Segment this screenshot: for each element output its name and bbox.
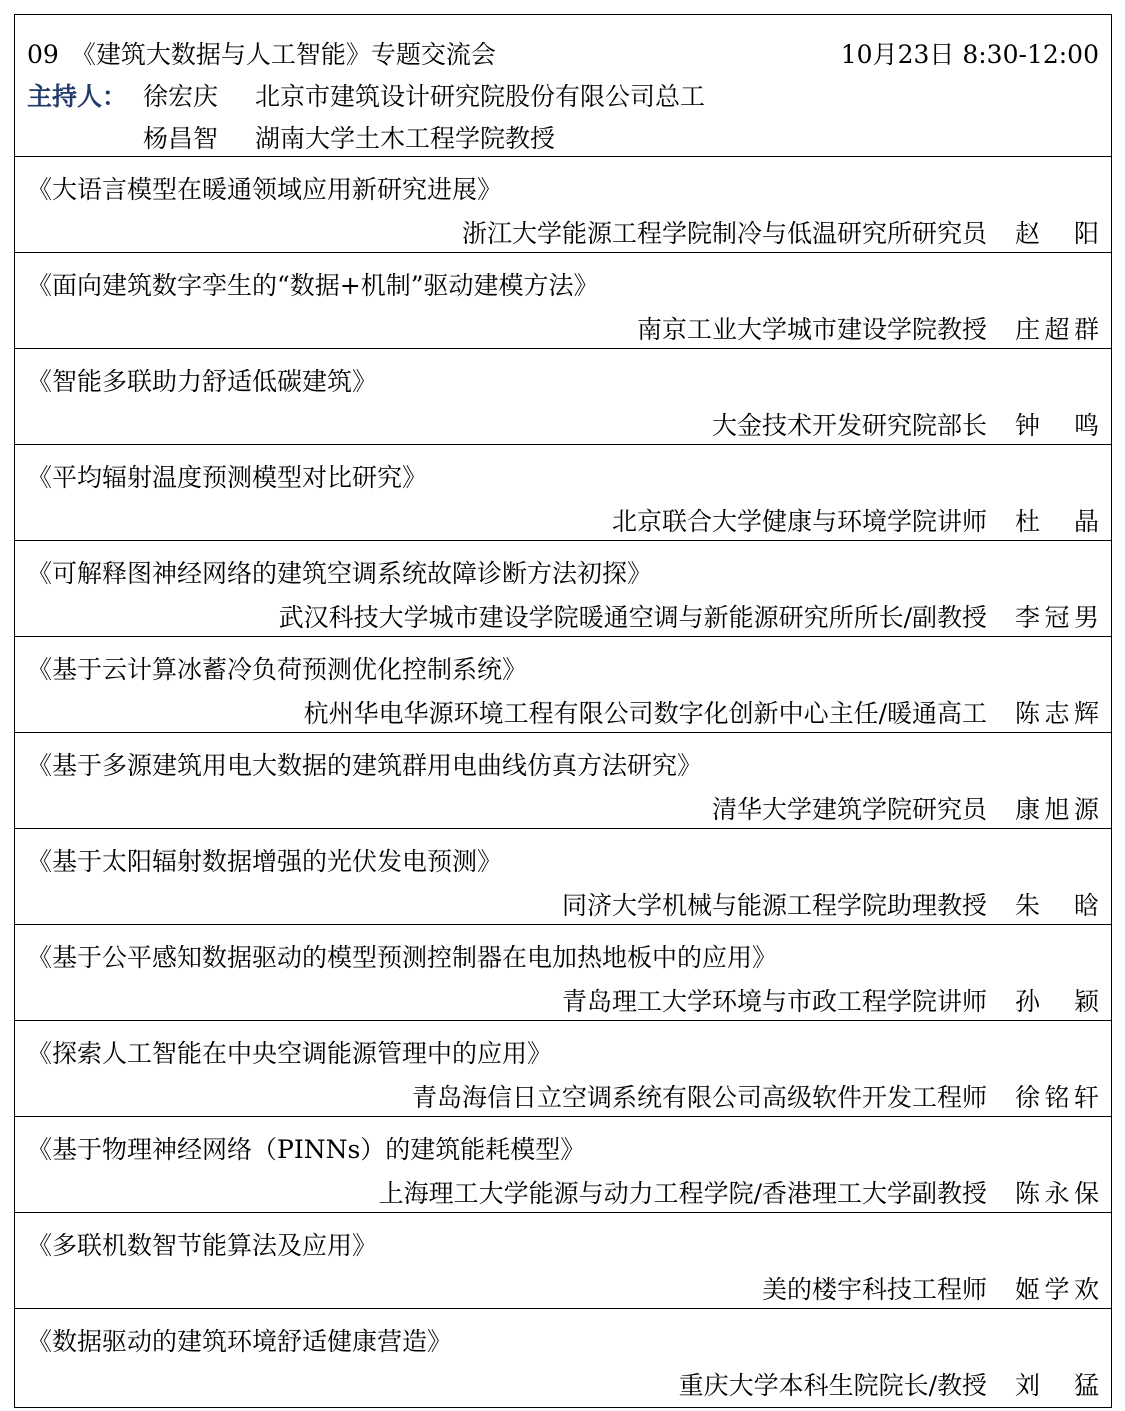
- talk-title: 《基于云计算冰蓄冷负荷预测优化控制系统》: [27, 655, 528, 684]
- host-line: [27, 119, 555, 153]
- speaker-name: 赵 阳: [1015, 219, 1099, 248]
- speaker-affiliation: 浙江大学能源工程学院制冷与低温研究所研究员: [461, 219, 987, 248]
- speaker-name: 庄超群: [1015, 315, 1099, 344]
- talk-row: [15, 541, 1111, 637]
- talk-row: [15, 829, 1111, 925]
- talk-title: 《基于太阳辐射数据增强的光伏发电预测》: [27, 847, 503, 876]
- talk-title: 《多联机数智节能算法及应用》: [27, 1231, 378, 1260]
- talk-title: 《面向建筑数字孪生的“数据+机制”驱动建模方法》: [27, 271, 599, 300]
- speaker-affiliation: 同济大学机械与能源工程学院助理教授: [561, 891, 987, 920]
- host-name: 杨昌智: [143, 124, 219, 153]
- speaker-affiliation: 南京工业大学城市建设学院教授: [636, 315, 987, 344]
- speaker-affiliation: 美的楼宇科技工程师: [761, 1275, 987, 1304]
- speaker-affiliation: 清华大学建筑学院研究员: [711, 795, 987, 824]
- speaker-affiliation: 杭州华电华源环境工程有限公司数字化创新中心主任/暖通高工: [303, 699, 987, 728]
- speaker-affiliation: 大金技术开发研究院部长: [711, 411, 987, 440]
- talk-row: [15, 1213, 1111, 1309]
- speaker-name: 钟 鸣: [1015, 411, 1099, 440]
- speaker-name: 康旭源: [1015, 795, 1099, 824]
- host-name: 徐宏庆: [143, 82, 219, 111]
- host-line: [27, 77, 705, 111]
- talk-speaker-line: [412, 1078, 1099, 1114]
- talk-row: [15, 349, 1111, 445]
- talk-row: [15, 1021, 1111, 1117]
- speaker-affiliation: 武汉科技大学城市建设学院暖通空调与新能源研究所所长/副教授: [278, 603, 987, 632]
- talk-speaker-line: [712, 406, 1099, 442]
- talk-speaker-line: [562, 982, 1099, 1018]
- speaker-name: 朱 晗: [1015, 891, 1099, 920]
- program-table: [14, 14, 1112, 1408]
- talk-row: [15, 1309, 1111, 1407]
- host-label: 主持人：: [27, 82, 128, 111]
- talk-speaker-line: [612, 502, 1099, 538]
- talk-speaker-line: [762, 1270, 1099, 1306]
- speaker-affiliation: 上海理工大学能源与动力工程学院/香港理工大学副教授: [378, 1179, 987, 1208]
- speaker-name: 孙 颖: [1015, 987, 1099, 1016]
- speaker-affiliation: 北京联合大学健康与环境学院讲师: [611, 507, 987, 536]
- speaker-name: 刘 猛: [1015, 1371, 1099, 1400]
- session-title: 《建筑大数据与人工智能》专题交流会: [70, 40, 496, 69]
- talk-speaker-line: [712, 790, 1099, 826]
- speaker-name: 李冠男: [1015, 603, 1099, 632]
- talk-row: [15, 253, 1111, 349]
- speaker-name: 徐铭轩: [1015, 1083, 1099, 1112]
- talk-title: 《基于多源建筑用电大数据的建筑群用电曲线仿真方法研究》: [27, 751, 703, 780]
- talk-row: [15, 445, 1111, 541]
- talk-row: [15, 733, 1111, 829]
- talk-row: [15, 637, 1111, 733]
- speaker-name: 陈志辉: [1015, 699, 1099, 728]
- talk-title: 《可解释图神经网络的建筑空调系统故障诊断方法初探》: [27, 559, 653, 588]
- talk-row: [15, 1117, 1111, 1213]
- talk-title: 《平均辐射温度预测模型对比研究》: [27, 463, 428, 492]
- talk-speaker-line: [637, 310, 1099, 346]
- talk-row: [15, 157, 1111, 253]
- talk-title: 《数据驱动的建筑环境舒适健康营造》: [27, 1327, 453, 1356]
- talk-speaker-line: [379, 1174, 1099, 1210]
- speaker-affiliation: 青岛理工大学环境与市政工程学院讲师: [561, 987, 987, 1016]
- talk-speaker-line: [279, 598, 1099, 634]
- talk-speaker-line: [679, 1366, 1099, 1402]
- host-affiliation: 湖南大学土木工程学院教授: [255, 124, 556, 153]
- session-time: 10月23日 8:30-12:00: [840, 40, 1099, 69]
- talk-speaker-line: [304, 694, 1099, 730]
- talk-title: 《基于物理神经网络（PINNs）的建筑能耗模型》: [27, 1135, 586, 1164]
- speaker-affiliation: 重庆大学本科生院院长/教授: [678, 1371, 987, 1400]
- talk-title: 《探索人工智能在中央空调能源管理中的应用》: [27, 1039, 553, 1068]
- session-title-line: [27, 35, 1099, 69]
- speaker-affiliation: 青岛海信日立空调系统有限公司高级软件开发工程师: [411, 1083, 987, 1112]
- host-affiliation: 北京市建筑设计研究院股份有限公司总工: [255, 82, 706, 111]
- speaker-name: 杜 晶: [1015, 507, 1099, 536]
- talk-row: [15, 925, 1111, 1021]
- session-number: 09: [27, 40, 59, 69]
- talk-title: 《智能多联助力舒适低碳建筑》: [27, 367, 378, 396]
- speaker-name: 姬学欢: [1015, 1275, 1099, 1304]
- talk-title: 《基于公平感知数据驱动的模型预测控制器在电加热地板中的应用》: [27, 943, 778, 972]
- session-header: [15, 15, 1111, 157]
- talk-speaker-line: [462, 214, 1099, 250]
- speaker-name: 陈永保: [1015, 1179, 1099, 1208]
- talk-title: 《大语言模型在暖通领域应用新研究进展》: [27, 175, 503, 204]
- talk-speaker-line: [562, 886, 1099, 922]
